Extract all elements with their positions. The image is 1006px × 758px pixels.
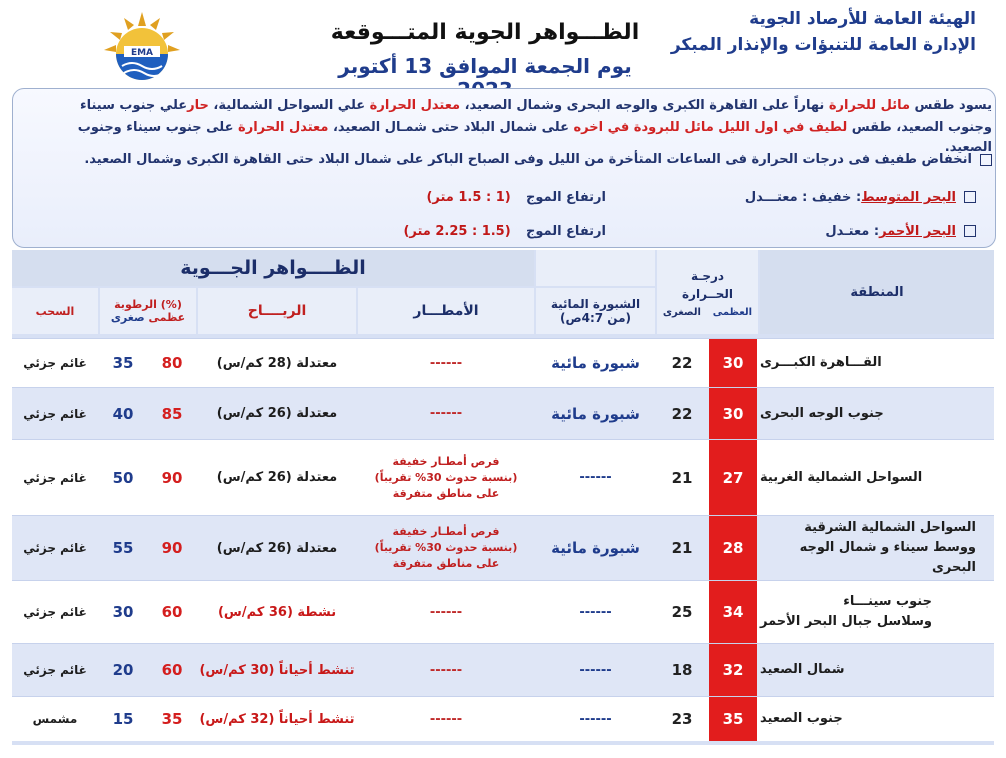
humidity-min: 50: [112, 468, 134, 487]
max-temp: 32: [709, 644, 757, 696]
header-max-temp: العظمى: [712, 306, 753, 318]
table-row: [12, 338, 994, 387]
cloud-cell: غائم جزئي: [23, 356, 87, 370]
region-cell: [760, 581, 994, 643]
header-min-temp: الصغرى: [662, 306, 701, 318]
header-cloud: السحب: [12, 288, 98, 334]
table-row: [12, 696, 994, 741]
fog-cell: ------: [579, 662, 612, 678]
min-temp: 22: [671, 404, 693, 423]
wind-cell: تنشط أحياناً (32 كم/س): [199, 711, 355, 727]
fog-cell: شبورة مائية: [551, 404, 640, 423]
region-cell: [760, 697, 994, 741]
checkbox-icon: [964, 191, 976, 203]
med-sea-state: البحر المتوسط: خفيف : معتـــدل: [676, 186, 976, 205]
rain-cell: فرص أمطـار خفيفة (بنسبة حدوث 30% تقريباً) على مناطق متفرقة: [374, 454, 518, 500]
min-temp: 25: [671, 603, 693, 621]
table-row: [12, 439, 994, 515]
rain-cell: ------: [429, 662, 463, 678]
cloud-cell: غائم جزئي: [23, 470, 87, 485]
max-temp: 35: [709, 697, 757, 741]
temperature-note: انخفاض طفيف فى درجات الحرارة فى الساعات المتأخرة من الليل وفى الصباح الباكر على شمال البلاد حتى القاهرة الكبرى وشمال الصعيد.: [32, 150, 992, 170]
cloud-cell: غائم جزئي: [23, 663, 87, 677]
region-name: السواحل الشمالية الشرقية: [804, 520, 976, 535]
header-humidity: الرطوبة (%) عظمى صغرى: [100, 288, 196, 334]
department-name: الإدارة العامة للتنبؤات والإنذار المبكر: [670, 35, 976, 55]
wind-cell: تنشط أحياناً (30 كم/س): [199, 662, 355, 678]
humidity-min: 30: [112, 603, 134, 621]
region-name: جنوب سينـــاء: [843, 594, 932, 609]
region-cell: [760, 644, 994, 696]
region-cell: [760, 440, 994, 515]
humidity-max: 80: [161, 354, 183, 372]
fog-cell: ------: [579, 470, 612, 485]
table-row: [12, 515, 994, 580]
red-wave-height: ارتفاع الموج (1.5 : 2.25 متر): [403, 224, 606, 239]
checkbox-icon: [980, 154, 992, 166]
wind-cell: معتدلة (26 كم/س): [216, 406, 338, 421]
table-row: [12, 643, 994, 696]
region-name: القـــاهرة الكبـــرى: [760, 355, 882, 370]
header-region: المنطقة: [760, 250, 994, 334]
med-wave-height: ارتفاع الموج (1 : 1.5 متر): [426, 190, 606, 205]
region-name: السواحل الشمالية الغربية: [760, 469, 923, 485]
humidity-max: 35: [161, 710, 183, 728]
rain-cell: ------: [429, 406, 463, 421]
forecast-date: يوم الجمعة الموافق 13 أكتوبر: [338, 54, 632, 78]
rain-cell: ------: [429, 604, 463, 620]
min-temp: 21: [671, 468, 693, 487]
summary-line-1: يسود طقس مائل للحرارة نهاراً على القاهرة الكبرى والوجه البحرى وشمال الصعيد، معتدل الحرارة علي السواحل الشمالية، حارعلي جنوب سيناء: [79, 98, 992, 113]
header-phenomena: الظــــواهر الجـــوية: [12, 250, 534, 286]
humidity-max: 90: [161, 468, 183, 487]
cloud-cell: مشمس: [32, 712, 78, 726]
humidity-max: 60: [161, 661, 183, 679]
humidity-min: 20: [112, 661, 134, 679]
max-temp: 27: [709, 440, 757, 515]
region-name: جنوب الوجه البحرى: [760, 405, 884, 421]
region-cell: [760, 388, 994, 439]
wind-cell: معتدلة (28 كم/س): [216, 355, 338, 371]
checkbox-icon: [964, 225, 976, 237]
humidity-min: 15: [112, 710, 134, 728]
ema-logo-icon: [98, 10, 186, 92]
region-name-line2: وسلاسل جبال البحر الأحمر: [760, 614, 932, 629]
max-temp: 30: [709, 388, 757, 439]
page-title: الظـــواهر الجوية المتـــوقعة: [330, 20, 640, 45]
region-name: جنوب الصعيد: [760, 711, 843, 726]
humidity-min: 35: [112, 354, 134, 372]
summary-line-2: وجنوب الصعيد، طقس لطيف في اول الليل مائل للبرودة في اخره على شمال البلاد حتى شمـال الصعيد، معتدل الحرارة على جنوب سيناء وجنوب الصعيد.: [77, 120, 992, 155]
humidity-max: 90: [161, 539, 183, 557]
fog-cell: شبورة مائية: [551, 354, 640, 372]
red-sea-state: البحر الأحمر: معتـدل: [676, 220, 976, 239]
header-rain: الأمطـــار: [358, 288, 534, 334]
min-temp: 21: [671, 539, 693, 557]
wind-cell: نشطة (36 كم/س): [217, 604, 337, 620]
wind-cell: معتدلة (26 كم/س): [216, 540, 338, 556]
cloud-cell: غائم جزئي: [23, 541, 87, 555]
svg-text:EMA: EMA: [130, 48, 154, 58]
header-fog: الشبورة المائية (من 4:7ص): [536, 288, 655, 334]
humidity-min: 55: [112, 539, 134, 557]
table-row: [12, 387, 994, 439]
max-temp: 28: [709, 516, 757, 580]
humidity-min: 40: [112, 404, 134, 423]
cloud-cell: غائم جزئي: [23, 406, 87, 421]
table-row: [12, 580, 994, 643]
rain-cell: ------: [429, 355, 463, 371]
min-temp: 18: [671, 661, 693, 679]
max-temp: 34: [709, 581, 757, 643]
region-cell: [760, 516, 994, 580]
region-name-line2: ووسط سيناء و شمال الوجه البحرى: [799, 540, 976, 575]
min-temp: 22: [671, 354, 693, 372]
header-fog-spacer: [536, 250, 655, 286]
region-cell: [760, 339, 994, 387]
header-wind: الريــــاح: [198, 288, 356, 334]
max-temp: 30: [709, 339, 757, 387]
org-name: الهيئة العامة للأرصاد الجوية: [749, 9, 976, 29]
fog-cell: شبورة مائية: [551, 539, 640, 557]
wind-cell: معتدلة (26 كم/س): [216, 470, 338, 485]
region-name: شمال الصعيد: [760, 662, 845, 677]
humidity-max: 60: [161, 603, 183, 621]
min-temp: 23: [671, 710, 693, 728]
header-temperature: درجـة الحــرارة الصغرى العظمى: [657, 250, 758, 334]
humidity-max: 85: [161, 404, 183, 423]
cloud-cell: غائم جزئي: [23, 605, 87, 619]
rain-cell: ------: [429, 711, 463, 727]
rain-cell: فرص أمطـار خفيفة (بنسبة حدوث 30% تقريباً) على مناطق متفرقة: [374, 525, 518, 570]
fog-cell: ------: [579, 604, 612, 620]
fog-cell: ------: [579, 711, 612, 727]
